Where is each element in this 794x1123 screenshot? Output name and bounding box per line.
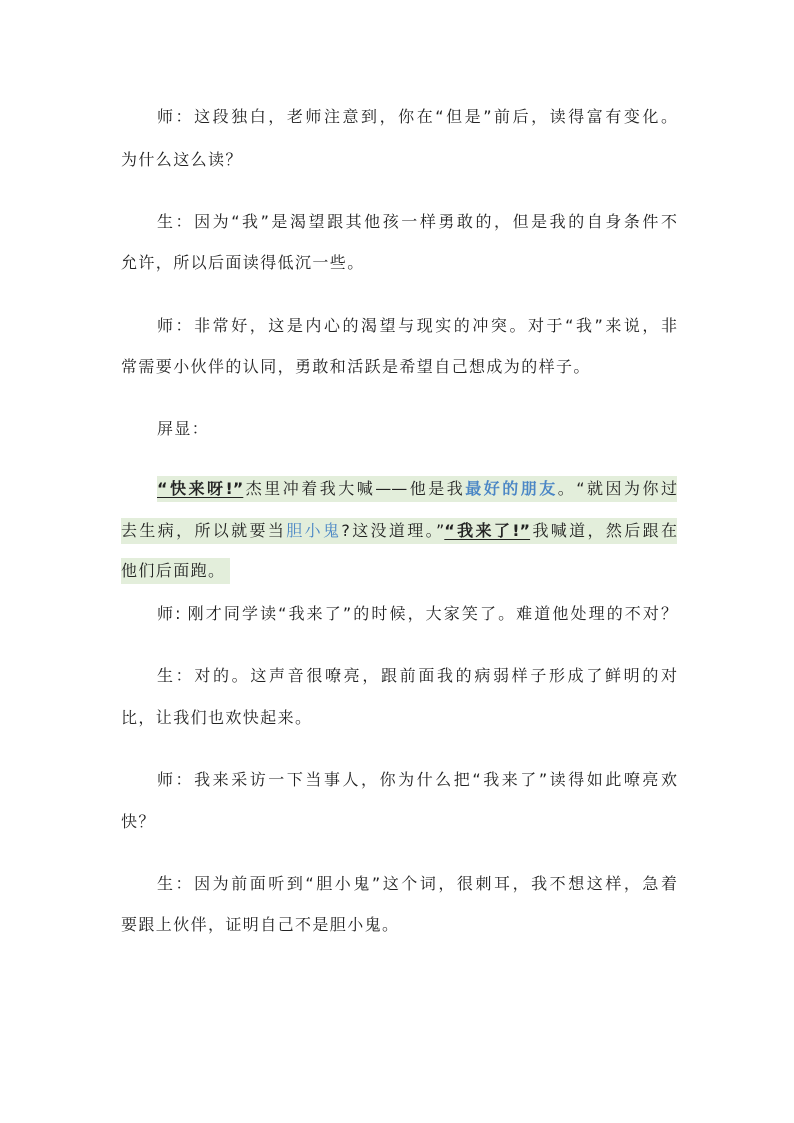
quote-text: 杰里冲着我大喊——他是我: [243, 479, 466, 498]
paragraph-7-line-1: 师：我来采访一下当事人，你为什么把“我来了”读得如此嘹亮欢: [157, 770, 677, 789]
paragraph-8-line-2: 要跟上伙伴，证明自己不是胆小鬼。: [121, 915, 400, 934]
quote-line-1: [157, 476, 677, 502]
quote-hurry-up: “快来呀!”: [157, 479, 244, 498]
quote-text: 去生病，所以就要当: [121, 521, 287, 540]
paragraph-6-line-2: 比，让我们也欢快起来。: [121, 708, 313, 727]
quote-text: 他们后面跑。: [121, 561, 226, 580]
quote-im-coming: “我来了!”: [444, 521, 531, 540]
paragraph-7-line-2: 快？: [121, 812, 156, 831]
quote-text: 我喊道，然后跟在: [530, 521, 677, 540]
paragraph-6-line-1: 生：对的。这声音很嘹亮，跟前面我的病弱样子形成了鲜明的对: [157, 666, 677, 685]
paragraph-2-line-1: 生：因为“我”是渴望跟其他孩一样勇敢的，但是我的自身条件不: [157, 212, 677, 231]
quote-line-3: [121, 558, 230, 584]
paragraph-3-line-2: 常需要小伙伴的认同，勇敢和活跃是希望自己想成为的样子。: [121, 357, 591, 376]
paragraph-2-line-2: 允许，所以后面读得低沉一些。: [121, 253, 365, 272]
paragraph-3-line-1: 师：非常好，这是内心的渴望与现实的冲突。对于“我”来说，非: [157, 316, 677, 335]
quote-text: 。“就因为你过: [557, 479, 677, 498]
paragraph-1-line-1: 师：这段独白，老师注意到，你在“但是”前后，读得富有变化。: [157, 107, 677, 126]
screen-display-label: 屏显：: [157, 419, 210, 438]
quote-coward: 胆小鬼: [286, 521, 342, 540]
paragraph-8-line-1: 生：因为前面听到“胆小鬼”这个词，很刺耳，我不想这样，急着: [157, 874, 677, 893]
quote-best-friend: 最好的朋友: [465, 479, 558, 498]
paragraph-1-line-2: 为什么这么读？: [121, 150, 243, 169]
quote-line-2: [121, 518, 677, 544]
paragraph-5-line-1: 师: 刚才同学读“我来了”的时候，大家笑了。难道他处理的不对？: [157, 604, 677, 623]
quote-text: ?这没道理。”: [341, 521, 445, 540]
